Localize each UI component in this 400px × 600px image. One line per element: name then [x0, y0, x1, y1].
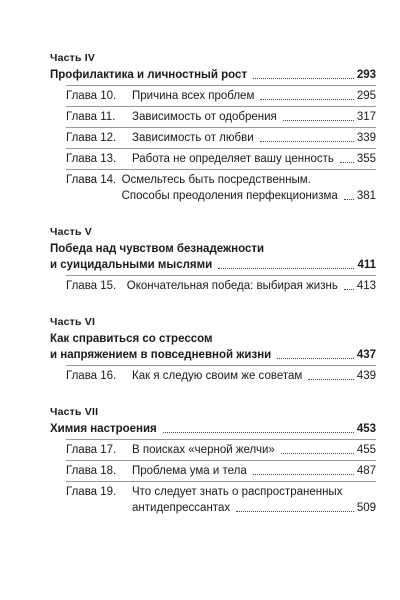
chapter-entry: [50, 130, 376, 146]
divider: [66, 365, 376, 366]
part-5: [50, 226, 376, 294]
divider: [66, 106, 376, 107]
chapter-title: Окончательная победа: выбирая жизнь: [126, 280, 338, 292]
page-number: 411: [357, 259, 376, 271]
chapter-entry: [50, 463, 376, 479]
page-number: 487: [356, 465, 376, 477]
part-title: Химия настроения: [50, 423, 157, 435]
chapter-entry: [50, 442, 376, 458]
dot-leader: [308, 379, 354, 380]
dot-leader: [277, 358, 354, 359]
divider: [66, 85, 376, 86]
part-label: Часть VII: [50, 406, 99, 418]
dot-leader: [163, 432, 354, 433]
chapter-number: Глава 17.: [66, 444, 117, 456]
dot-leader: [260, 99, 353, 100]
divider: [66, 148, 376, 149]
dot-leader: [253, 78, 354, 79]
chapter-title: Зависимость от одобрения: [132, 111, 277, 123]
chapter-title-cont: антидепрессантах: [132, 502, 231, 514]
dot-leader: [253, 474, 354, 475]
chapter-number: Глава 12.: [66, 132, 117, 144]
chapter-number: Глава 16.: [66, 370, 117, 382]
part-label: Часть VI: [50, 316, 96, 328]
divider: [66, 481, 376, 482]
page-number: 509: [356, 502, 376, 514]
chapter-title: Что следует знать о распространенных: [132, 486, 343, 498]
dot-leader: [236, 511, 354, 512]
part-title-cont: и суицидальными мыслями: [50, 259, 213, 271]
chapter-number: Глава 18.: [66, 465, 117, 477]
page-number: 439: [356, 370, 376, 382]
chapter-title: Как я следую своим же советам: [132, 370, 303, 382]
part-title-row: [50, 67, 376, 83]
part-title-row: [50, 331, 376, 347]
chapter-title: Проблема ума и тела: [132, 465, 247, 477]
part-title: Профилактика и личностный рост: [50, 69, 248, 81]
part-title-cont: и напряжением в повседневной жизни: [50, 349, 272, 361]
dot-leader: [260, 141, 354, 142]
divider: [66, 460, 376, 461]
chapter-entry: [50, 88, 376, 104]
dot-leader: [340, 162, 354, 163]
part-6: [50, 316, 376, 384]
part-label: Часть IV: [50, 52, 96, 64]
part-label: Часть V: [50, 226, 92, 238]
dot-leader: [344, 199, 354, 200]
part-title: Победа над чувством безнадежности: [50, 243, 265, 255]
table-of-contents: [50, 52, 376, 538]
chapter-entry: [50, 109, 376, 125]
page-number: 339: [356, 132, 376, 144]
chapter-title: В поисках «черной желчи»: [132, 444, 275, 456]
divider: [66, 127, 376, 128]
part-title-row: [50, 257, 376, 273]
part-title-row: [50, 347, 376, 363]
dot-leader: [281, 453, 354, 454]
part-7: [50, 406, 376, 516]
page-number: 455: [356, 444, 376, 456]
page-number: 453: [356, 423, 376, 435]
chapter-entry: [50, 151, 376, 167]
page-number: 437: [356, 349, 376, 361]
chapter-entry: [50, 172, 376, 204]
page-number: 293: [356, 69, 376, 81]
chapter-number: Глава 13.: [66, 153, 117, 165]
part-title: Как справиться со стрессом: [50, 333, 213, 345]
page-number: 317: [356, 111, 376, 123]
chapter-number: Глава 11.: [66, 111, 116, 123]
chapter-number: Глава 15.: [66, 280, 117, 292]
chapter-title: Зависимость от любви: [132, 132, 254, 144]
page-number: 413: [356, 280, 376, 292]
page-number: 381: [356, 190, 376, 202]
dot-leader: [283, 120, 354, 121]
part-title-row: [50, 241, 376, 257]
chapter-number: Глава 14.: [66, 174, 117, 186]
chapter-entry: [50, 368, 376, 384]
dot-leader: [344, 289, 354, 290]
divider: [66, 169, 376, 170]
chapter-title: Осмельтесь быть посредственным.: [121, 174, 311, 186]
chapter-title: Причина всех проблем: [132, 90, 255, 102]
divider: [66, 275, 376, 276]
divider: [66, 439, 376, 440]
dot-leader: [218, 268, 354, 269]
part-4: [50, 52, 376, 204]
page-number: 355: [356, 153, 376, 165]
chapter-entry: [50, 484, 376, 516]
chapter-number: Глава 10.: [66, 90, 117, 102]
page-number: 295: [356, 90, 376, 102]
chapter-title-cont: Способы преодоления перфекционизма: [121, 190, 338, 202]
part-title-row: [50, 421, 376, 437]
chapter-entry: [50, 278, 376, 294]
chapter-title: Работа не определяет вашу ценность: [132, 153, 334, 165]
chapter-number: Глава 19.: [66, 486, 117, 498]
